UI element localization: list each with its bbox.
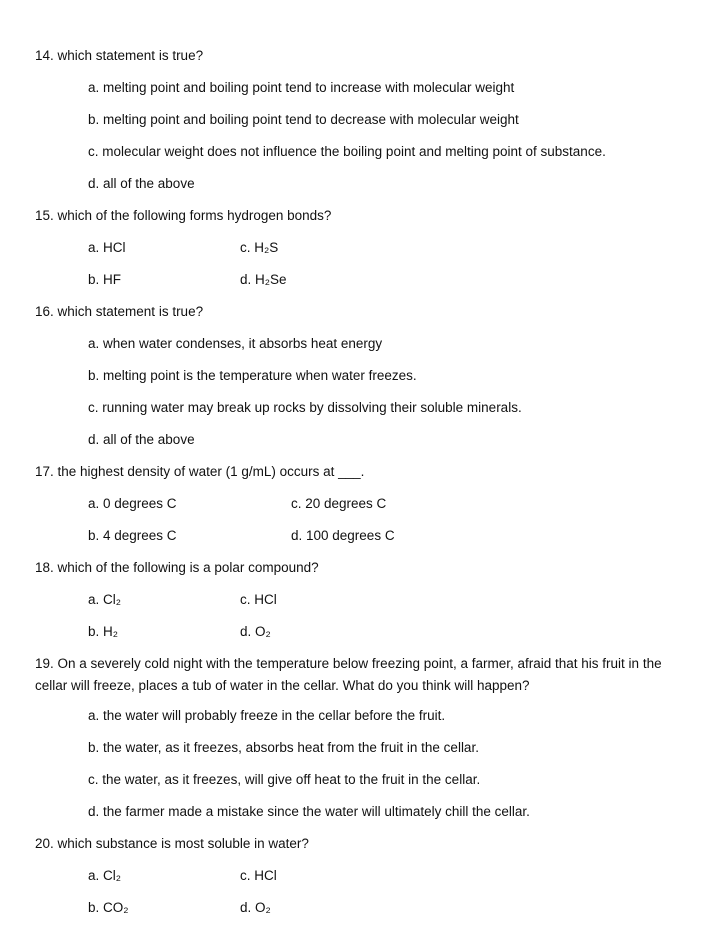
question-20-option-a: a. Cl₂ — [88, 868, 121, 883]
question-15-option-c: c. H₂S — [240, 240, 279, 255]
question-20-option-d: d. O₂ — [240, 900, 271, 915]
question-16-option-b: b. melting point is the temperature when water freezes. — [88, 368, 417, 383]
question-17-option-d: d. 100 degrees C — [291, 528, 395, 543]
question-15-option-b: b. HF — [88, 272, 122, 287]
question-20-stem: 20. which substance is most soluble in water? — [35, 836, 309, 851]
question-18-option-c: c. HCl — [240, 592, 277, 607]
question-16-option-a: a. when water condenses, it absorbs heat energy — [88, 336, 383, 351]
question-16-option-d: d. all of the above — [88, 432, 195, 447]
question-19-option-d: d. the farmer made a mistake since the water will ultimately chill the cellar. — [88, 804, 530, 819]
question-16-option-c: c. running water may break up rocks by dissolving their soluble minerals. — [88, 400, 522, 415]
question-19-option-a: a. the water will probably freeze in the cellar before the fruit. — [88, 708, 446, 723]
question-14-option-d: d. all of the above — [88, 176, 195, 191]
question-19-option-b: b. the water, as it freezes, absorbs heat from the fruit in the cellar. — [88, 740, 479, 755]
question-18-option-b: b. H₂ — [88, 624, 118, 639]
question-16-stem: 16. which statement is true? — [35, 304, 204, 319]
question-14-option-a: a. melting point and boiling point tend to increase with molecular weight — [88, 80, 515, 95]
question-18-option-a: a. Cl₂ — [88, 592, 121, 607]
question-15-option-a: a. HCl — [88, 240, 126, 255]
question-15-option-d: d. H₂Se — [240, 272, 287, 287]
question-17-option-b: b. 4 degrees C — [88, 528, 177, 543]
question-14-option-b: b. melting point and boiling point tend to decrease with molecular weight — [88, 112, 519, 127]
question-14-stem: 14. which statement is true? — [35, 48, 204, 63]
question-17-option-a: a. 0 degrees C — [88, 496, 177, 511]
question-19-stem: 19. On a severely cold night with the temperature below freezing point, a farmer, afraid that his fruit in the cellar will freeze, places a tub of water in the cellar. What do you think will happen? — [35, 656, 662, 693]
question-17-stem: 17. the highest density of water (1 g/mL) occurs at ___. — [35, 464, 365, 479]
question-18-stem: 18. which of the following is a polar compound? — [35, 560, 319, 575]
question-19-option-c: c. the water, as it freezes, will give off heat to the fruit in the cellar. — [88, 772, 481, 787]
question-20-option-b: b. CO₂ — [88, 900, 129, 915]
question-15-stem: 15. which of the following forms hydrogen bonds? — [35, 208, 332, 223]
question-17-option-c: c. 20 degrees C — [291, 496, 387, 511]
question-14-option-c: c. molecular weight does not influence the boiling point and melting point of substance. — [88, 144, 606, 159]
question-20-option-c: c. HCl — [240, 868, 277, 883]
question-18-option-d: d. O₂ — [240, 624, 271, 639]
